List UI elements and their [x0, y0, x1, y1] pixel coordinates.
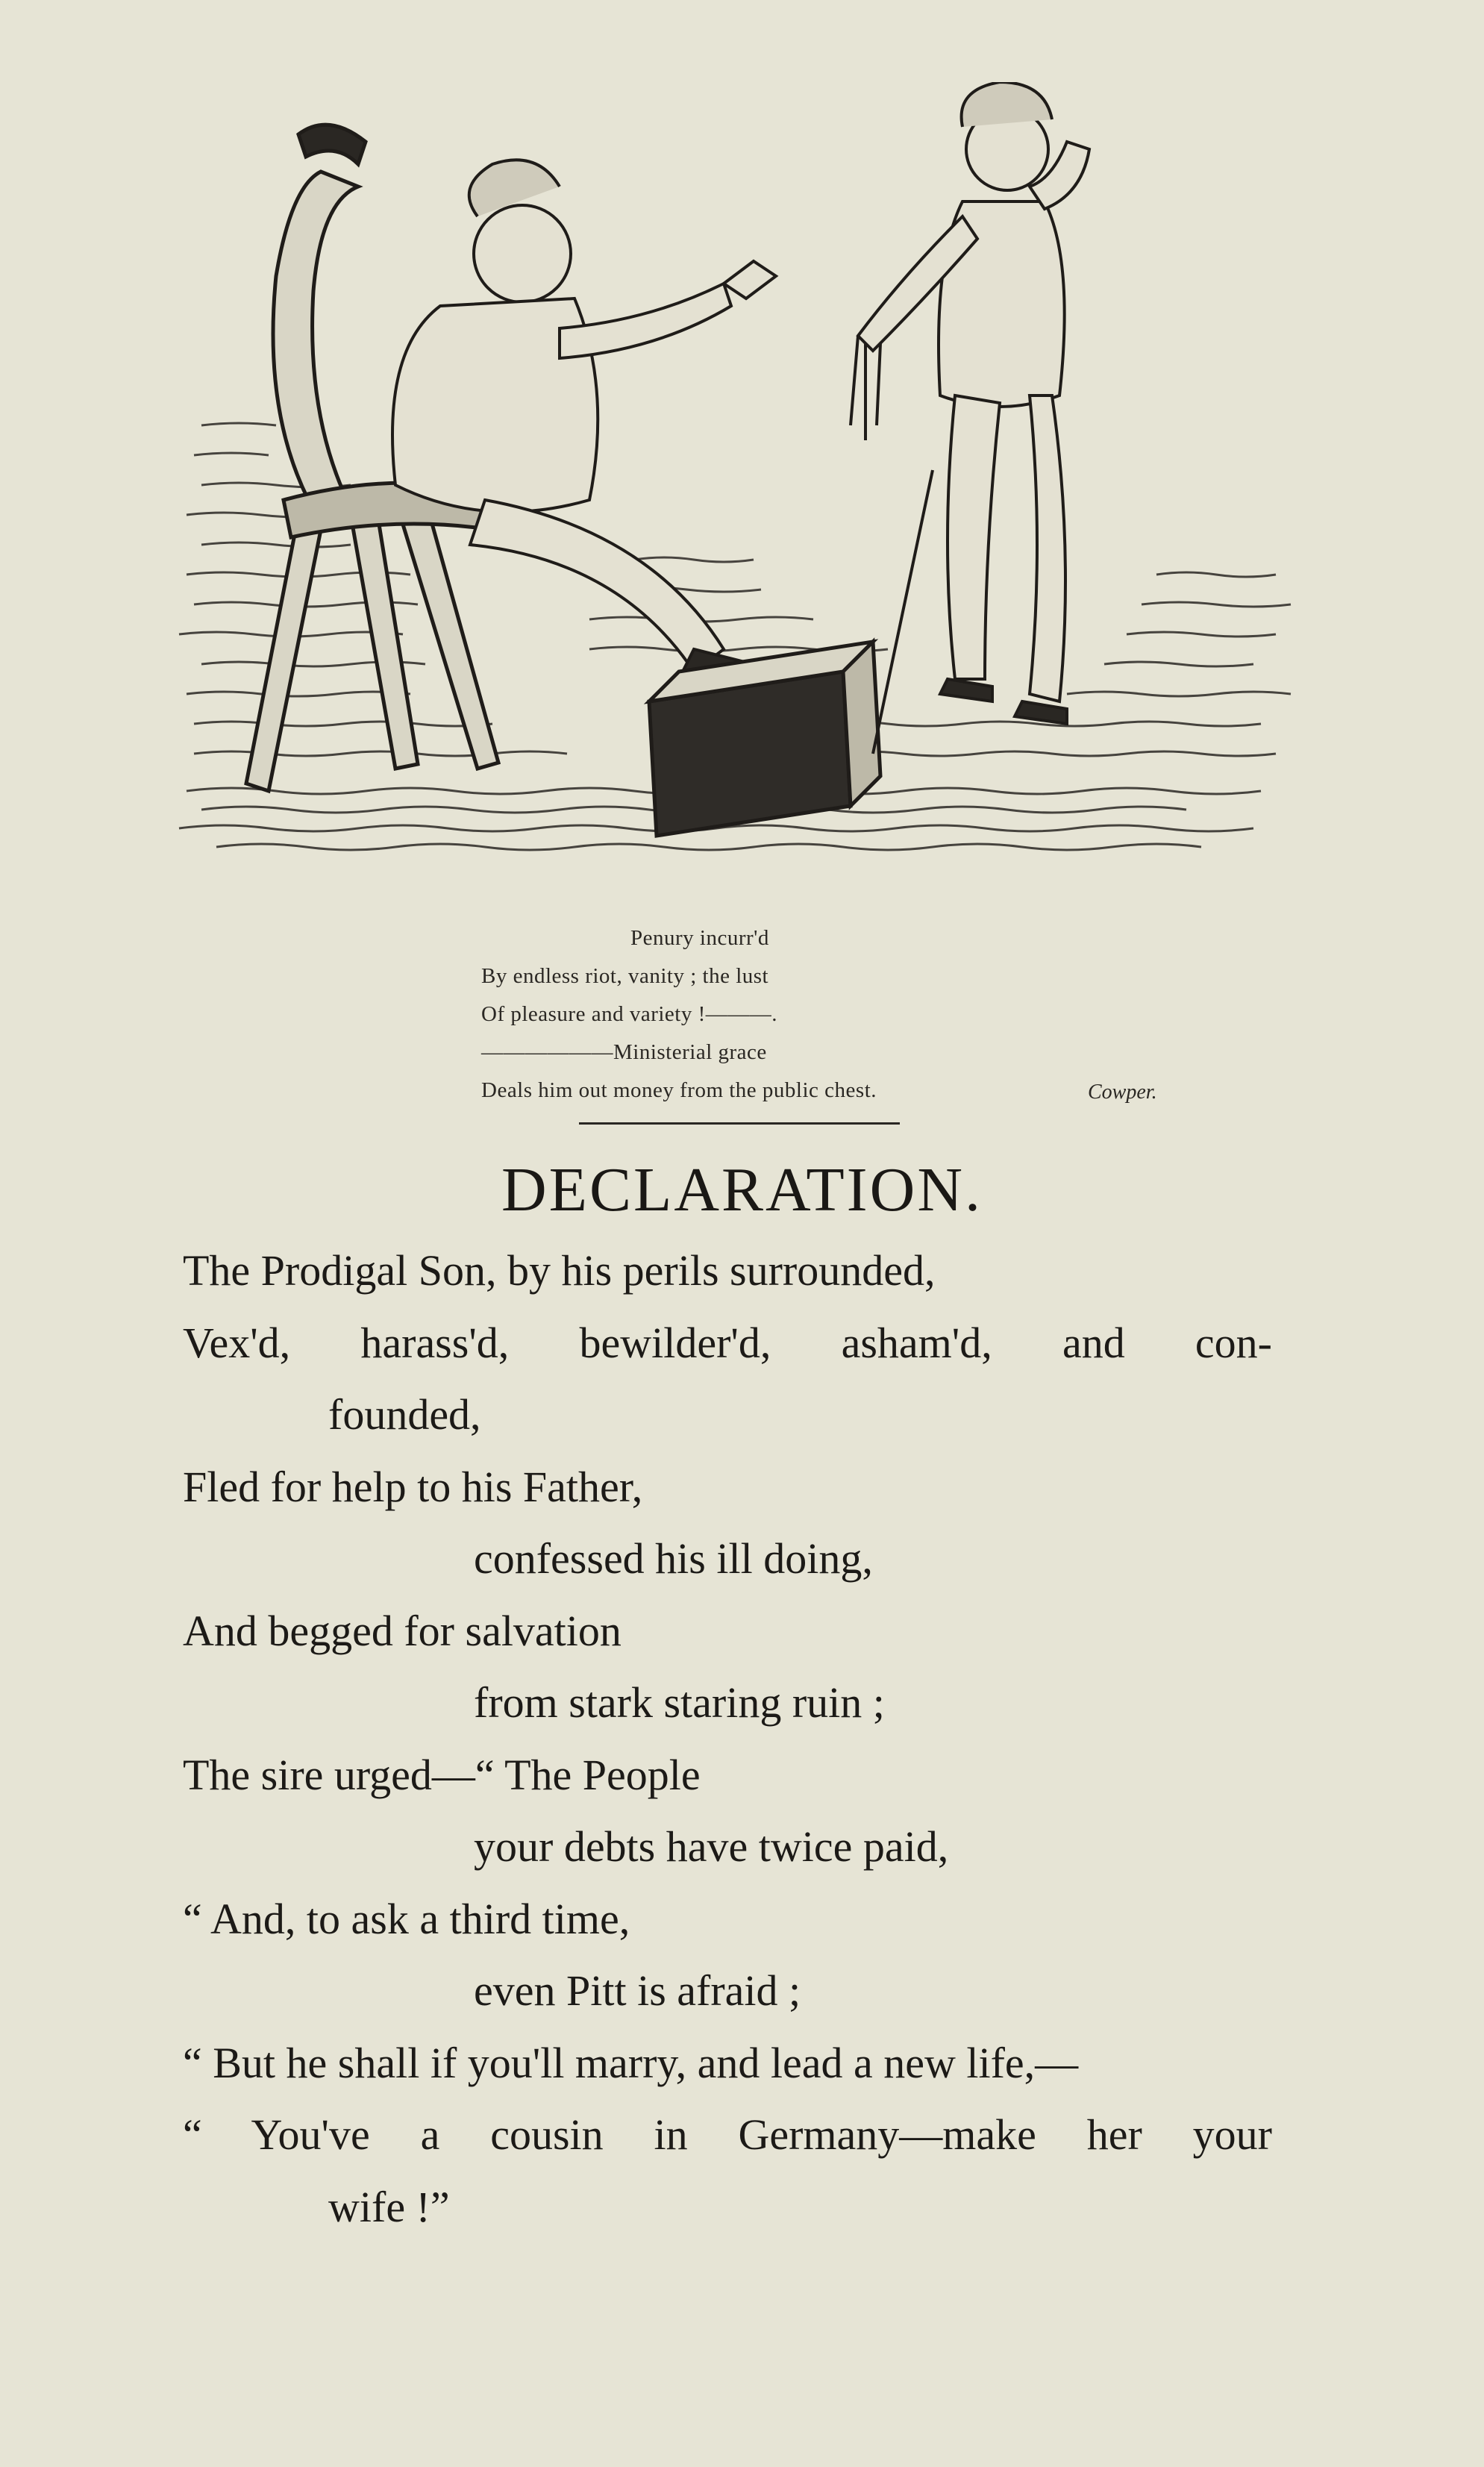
page-title: DECLARATION.	[501, 1155, 983, 1225]
poem-line: wife !”	[328, 2182, 450, 2231]
standing-son-figure	[851, 82, 1089, 754]
epigraph-line: Penury incurr'd	[630, 926, 769, 950]
poem-line: from stark staring ruin ;	[474, 1678, 885, 1727]
poem-line: even Pitt is afraid ;	[474, 1966, 801, 2015]
epigraph-line: Of pleasure and variety !———.	[481, 1002, 778, 1026]
poem-line: The sire urged—“ The People	[183, 1750, 701, 1799]
engraving-illustration	[172, 82, 1313, 903]
poem-line: confessed his ill doing,	[474, 1534, 873, 1583]
poem-line: “ You've a cousin in Germany—make her your	[183, 2110, 1272, 2159]
epigraph-attribution: Cowper.	[1088, 1081, 1157, 1104]
poem-line: your debts have twice paid,	[474, 1822, 949, 1871]
divider-rule	[579, 1122, 900, 1125]
epigraph-quote	[481, 919, 1153, 1110]
poem-line: Fled for help to his Father,	[183, 1462, 643, 1511]
footstool	[649, 642, 880, 836]
poem-body	[183, 1235, 1272, 2243]
poem-line: founded,	[328, 1390, 481, 1439]
poem-line: “ And, to ask a third time,	[183, 1894, 630, 1943]
epigraph-line: By endless riot, vanity ; the lust	[481, 964, 769, 988]
poem-line: The Prodigal Son, by his perils surrounded,	[183, 1246, 936, 1295]
epigraph-line: Deals him out money from the public chest.	[481, 1078, 877, 1102]
epigraph-line: ——————Ministerial grace	[481, 1040, 767, 1064]
poem-line: Vex'd, harass'd, bewilder'd, asham'd, and con-	[183, 1318, 1272, 1367]
poem-line: “ But he shall if you'll marry, and lead a new life,—	[183, 2038, 1079, 2087]
poem-line: And begged for salvation	[183, 1606, 622, 1655]
